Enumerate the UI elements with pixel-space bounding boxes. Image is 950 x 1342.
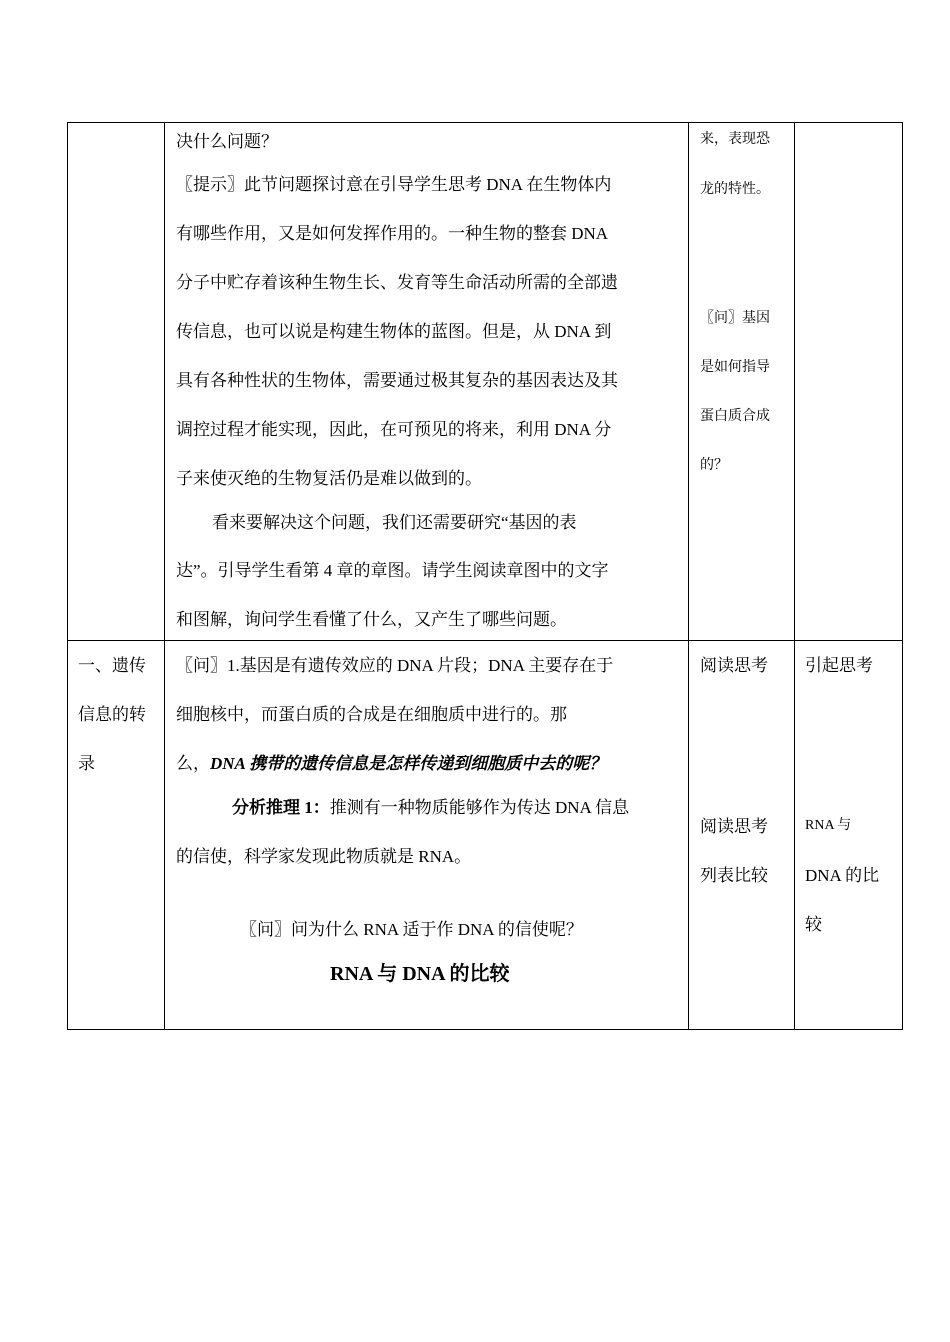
student-activity-line: 蛋白质合成 xyxy=(700,409,770,424)
column-divider-3 xyxy=(794,122,795,1030)
question-line xyxy=(176,749,606,774)
key-question: DNA 携带的遗传信息是怎样传递到细胞质中去的呢？ xyxy=(210,754,607,773)
content-line: 看来要解决这个问题，我们还需要研究“基因的表 xyxy=(212,513,577,532)
design-intent-line: 引起思考 xyxy=(805,656,873,675)
content-line: 和图解，询问学生看懂了什么，又产生了哪些问题。 xyxy=(176,610,567,629)
section-title-line: 录 xyxy=(78,754,95,773)
comparison-title: RNA 与 DNA 的比较 xyxy=(330,963,510,985)
column-divider-1 xyxy=(164,122,165,1030)
question-line: 〖问〗1.基因是有遗传效应的 DNA 片段；DNA 主要存在于 xyxy=(176,656,614,675)
question-line: 〖问〗问为什么 RNA 适于作 DNA 的信使呢？ xyxy=(240,920,583,939)
design-intent-line: 较 xyxy=(805,915,822,934)
analysis-line: 的信使，科学家发现此物质就是 RNA。 xyxy=(176,847,472,866)
content-line: 分子中贮存着该种生物生长、发育等生命活动所需的全部遗 xyxy=(176,273,618,292)
content-line: 传信息，也可以说是构建生物体的蓝图。但是，从 DNA 到 xyxy=(176,322,612,341)
column-divider-2 xyxy=(688,122,689,1030)
student-activity-line: 的？ xyxy=(700,458,728,473)
row-divider xyxy=(67,640,903,641)
student-activity-line: 〖问〗基因 xyxy=(700,311,770,326)
section-title-line: 信息的转 xyxy=(78,705,146,724)
student-activity-line: 是如何指导 xyxy=(700,360,770,375)
content-line: 〖提示〗此节问题探讨意在引导学生思考 DNA 在生物体内 xyxy=(176,175,612,194)
question-line: 细胞核中，而蛋白质的合成是在细胞质中进行的。那 xyxy=(176,705,567,724)
student-activity-line: 龙的特性。 xyxy=(700,182,770,197)
student-activity-line: 来，表现恐 xyxy=(700,132,770,147)
question-prefix: 么， xyxy=(176,754,210,773)
design-intent-line: RNA 与 xyxy=(805,818,852,833)
table-border-right xyxy=(902,122,903,1030)
student-activity-line: 阅读思考 xyxy=(700,817,768,836)
table-border-bottom xyxy=(67,1029,903,1030)
content-line: 子来使灭绝的生物复活仍是难以做到的。 xyxy=(176,469,482,488)
table-border-left xyxy=(67,122,68,1030)
section-title-line: 一、遗传 xyxy=(78,656,146,675)
content-line: 达”。引导学生看第 4 章的章图。请学生阅读章图中的文字 xyxy=(176,561,609,580)
content-line: 决什么问题？ xyxy=(176,132,278,151)
student-activity-line: 阅读思考 xyxy=(700,656,768,675)
content-line: 调控过程才能实现，因此，在可预见的将来，利用 DNA 分 xyxy=(176,420,612,439)
content-line: 具有各种性状的生物体，需要通过极其复杂的基因表达及其 xyxy=(176,371,618,390)
content-line: 有哪些作用，又是如何发挥作用的。一种生物的整套 DNA xyxy=(176,224,609,243)
analysis-text: 推测有一种物质能够作为传达 DNA 信息 xyxy=(329,798,630,817)
table-border-top xyxy=(67,122,903,123)
analysis-label: 分析推理 1： xyxy=(232,798,330,817)
design-intent-line: DNA 的比 xyxy=(805,866,880,885)
analysis-line xyxy=(232,793,629,818)
student-activity-line: 列表比较 xyxy=(700,866,768,885)
